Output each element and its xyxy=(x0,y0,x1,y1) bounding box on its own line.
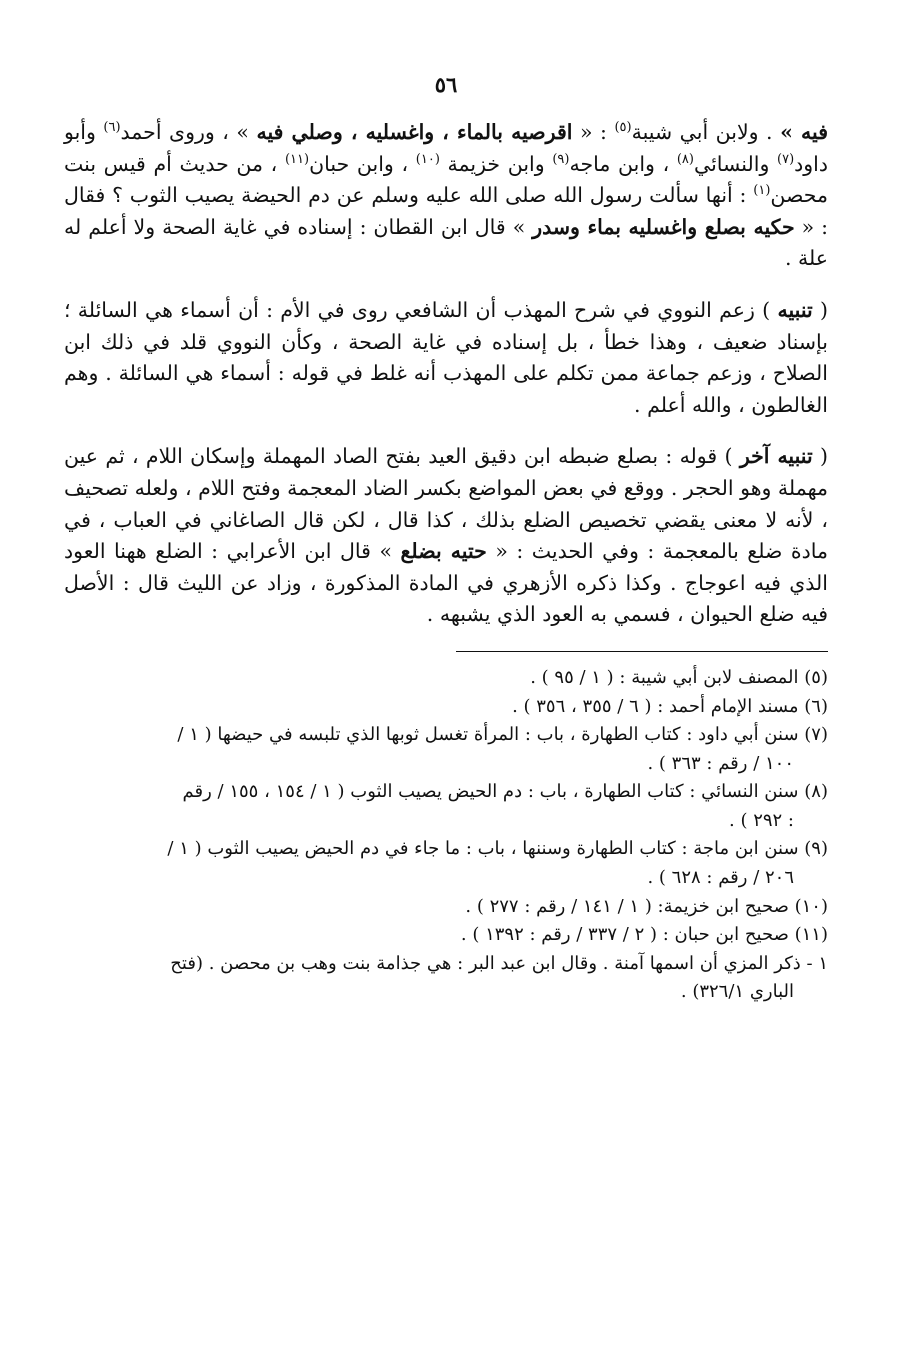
footnote-number: (٩) xyxy=(804,838,828,860)
text-run: . ولابن أبي شيبة xyxy=(631,120,781,144)
bold-text: حكيه بصلع واغسليه بماء وسدر xyxy=(532,214,795,239)
paragraph xyxy=(64,117,828,275)
text-run: ، وابن حبان xyxy=(309,151,416,176)
footnote-text: صحيح ابن خزيمة: ( ١ / ١٤١ / رقم : ٢٧٧ ) . xyxy=(465,895,789,917)
footnote xyxy=(64,921,828,950)
footnote-text: صحيح ابن حبان : ( ٢ / ٣٣٧ / رقم : ١٣٩٢ ) . xyxy=(460,924,789,946)
bold-text: حتيه بضلع xyxy=(400,539,487,564)
text-run: ) قوله : بصلع ضبطه ابن دقيق العيد بفتح الصاد المهملة وإسكان اللام ، ثم عين مهملة وهو الحجر . ووقع في بعض المواضع بكسر الضاد المعجمة وفتح اللام ، ولعله تصحيف ، لأنه لا معنى يقضي تخصيص الضلع بذلك ، كذا قال ، لكن قال الصاغاني في العباب ، في مادة ضلع بالمعجمة : وفي الحديث : « xyxy=(64,444,828,564)
bold-text: فيه » xyxy=(780,120,828,144)
main-text xyxy=(64,117,828,631)
footnote-number: (٨) xyxy=(804,781,828,803)
text-run: ( xyxy=(812,444,829,469)
paragraph xyxy=(64,441,828,631)
footnote-continuation: ١٠٠ / رقم : ٣٦٣ ) . xyxy=(647,752,794,774)
text-run: ، وابن ماجه xyxy=(569,151,677,176)
footnote-number: (٥) xyxy=(804,666,828,688)
footnote-continuation: الباري ٣٢٦/١) . xyxy=(680,981,794,1003)
footnote-continuation: ٢٠٦ / رقم : ٦٢٨ ) . xyxy=(647,867,794,889)
footnote xyxy=(64,778,828,835)
footnote-number: (١٠) xyxy=(794,895,828,917)
text-run: » قال ابن الأعرابي : الضلع ههنا العود الذي فيه اعوجاج . وكذا ذكره الأزهري في المادة المذكورة ، وزاد عن الليث قال : الأصل فيه ضلع الحيوان ، فسمي به العود الذي يشبهه . xyxy=(64,539,828,627)
footnote xyxy=(64,664,828,693)
footnote xyxy=(64,693,828,722)
footnote-number: (٧) xyxy=(804,724,828,746)
footnote-ref: (٥) xyxy=(614,120,632,136)
footnote-ref: (١٠) xyxy=(415,151,440,167)
text-run: وأبو داود xyxy=(64,120,828,176)
footnote-text: سنن أبي داود : كتاب الطهارة ، باب : المرأة تغسل ثوبها الذي تلبسه في حيضها ( ١ / xyxy=(177,724,799,746)
footnote xyxy=(64,893,828,922)
footnote-text: سنن ابن ماجة : كتاب الطهارة وسننها ، باب : ما جاء في دم الحيض يصيب الثوب ( ١ / xyxy=(167,838,799,860)
footnote xyxy=(64,835,828,892)
footnote-ref: (٩) xyxy=(552,151,570,167)
text-run: ) زعم النووي في شرح المهذب أن الشافعي روى في الأم : أن أسماء هي السائلة ؛ بإسناد ضعيف ، وهذا خطأ ، بل إسناده في غاية الصحة ، وكأن النووي قلد في ذلك ابن الصلاح ، وزعم جماعة ممن تكلم على المهذب أنه غلط في قوله : أسماء هي السائلة . وهم الغالطون ، والله أعلم . xyxy=(64,297,828,417)
footnote xyxy=(64,721,828,778)
footnote-continuation: : ٢٩٢ ) . xyxy=(729,809,794,831)
text-run: وابن خزيمة xyxy=(439,151,553,176)
footnote-number: (١١) xyxy=(794,924,828,946)
footnote-number: (٦) xyxy=(804,695,828,717)
footnote-separator xyxy=(456,651,828,652)
text-run: » قال ابن القطان : إسناده في غاية الصحة ولا أعلم له علة . xyxy=(64,214,828,271)
footnote-ref: (١١) xyxy=(284,151,310,167)
footnote-ref: (٦) xyxy=(103,120,121,136)
footnote-text: ذكر المزي أن اسمها آمنة . وقال ابن عبد البر : هي جذامة بنت وهب بن محصن . (فتح xyxy=(170,952,801,974)
footnote-ref: (٧) xyxy=(777,151,795,167)
footnote xyxy=(64,950,828,1007)
footnotes xyxy=(64,664,828,1007)
text-run: ، من حديث أم قيس بنت محصن xyxy=(64,151,828,208)
paragraph xyxy=(64,295,828,421)
text-run: ( xyxy=(812,297,829,322)
footnote-ref: (٨) xyxy=(676,151,694,167)
text-run: والنسائي xyxy=(693,151,777,176)
text-run: : أنها سألت رسول الله صلى الله عليه وسلم عن دم الحيضة يصيب الثوب ؟ فقال : « xyxy=(64,183,828,239)
footnote-ref: (١) xyxy=(753,183,771,199)
bold-text: تنبيه xyxy=(777,297,813,322)
footnote-number: ١ - xyxy=(806,952,828,974)
footnote-text: المصنف لابن أبي شيبة : ( ١ / ٩٥ ) . xyxy=(530,666,799,688)
footnote-text: مسند الإمام أحمد : ( ٦ / ٣٥٥ ، ٣٥٦ ) . xyxy=(512,695,799,717)
bold-text: اقرصيه بالماء ، واغسليه ، وصلي فيه xyxy=(256,120,573,144)
text-run: » ، وروى أحمد xyxy=(120,120,257,144)
page-number: ٥٦ xyxy=(434,72,458,97)
bold-text: تنبيه آخر xyxy=(739,444,813,469)
text-run: : « xyxy=(572,120,615,144)
footnote-text: سنن النسائي : كتاب الطهارة ، باب : دم الحيض يصيب الثوب ( ١ / ١٥٤ ، ١٥٥ / رقم xyxy=(182,781,799,803)
